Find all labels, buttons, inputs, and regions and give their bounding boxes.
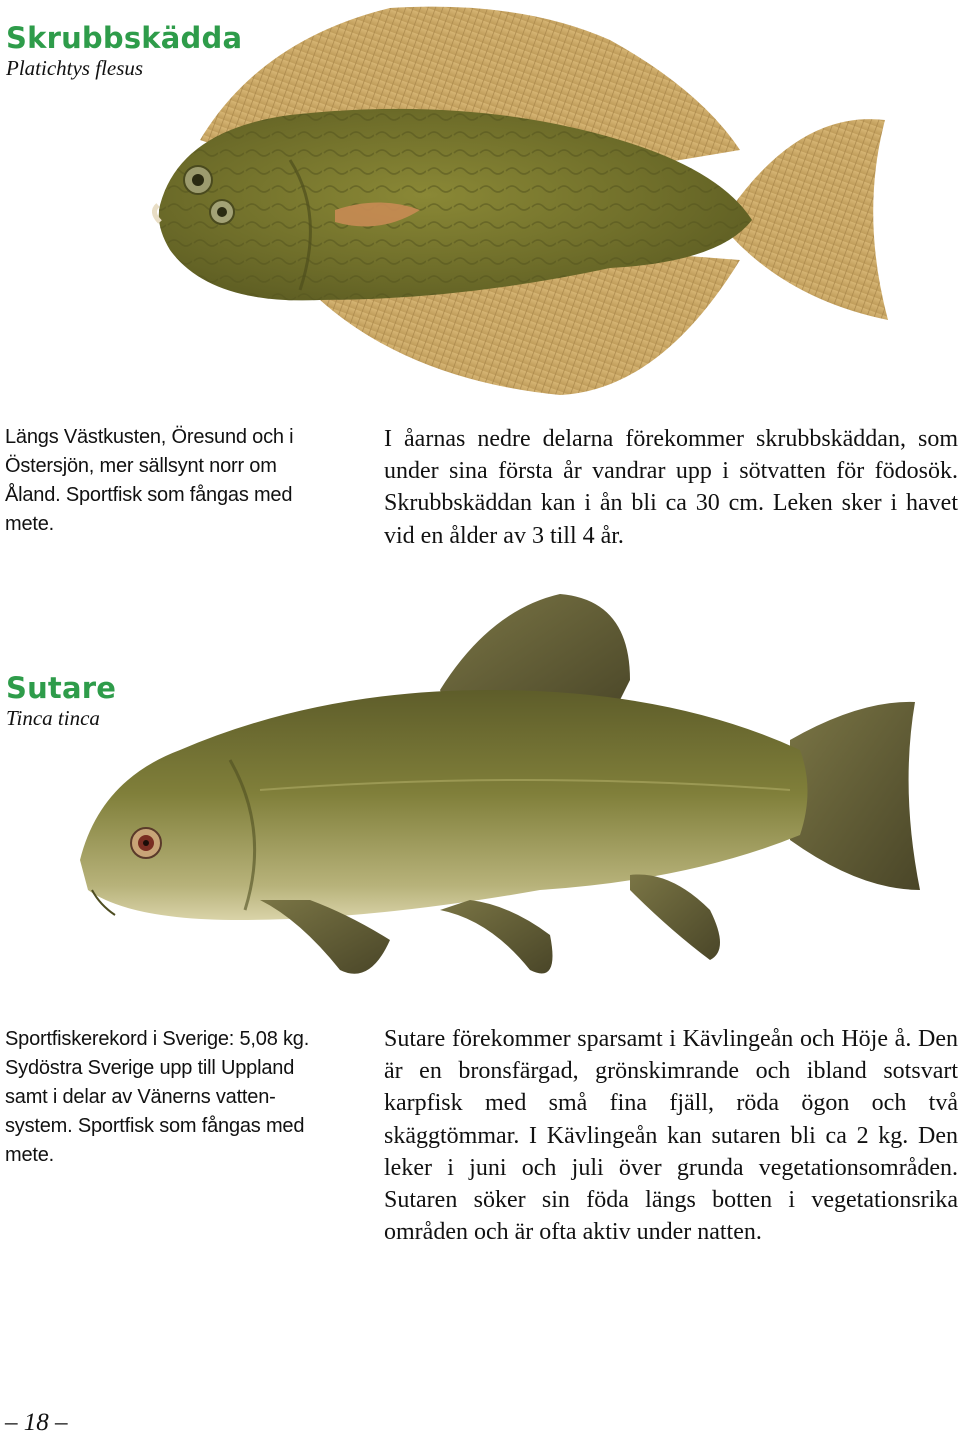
side-info-skrubbskadda xyxy=(5,423,345,539)
side-info-sutare xyxy=(5,1025,345,1170)
flounder-illustration-icon xyxy=(140,0,900,400)
side-info-line: Sportfiskerekord i Sverige: 5,08 kg. xyxy=(5,1028,310,1050)
side-info-line: Sydöstra Sverige upp till Uppland xyxy=(5,1057,295,1079)
description-sutare: Sutare förekommer sparsamt i Kävlingeån och Höje å. Den är en bronsfärgad, grönskimrande och ibland sotsvart karpfisk med små fina fjäll, röda ögon och två skäggtömmar. I Kävlingeån kan sutaren bli ca 2 kg. Den leker i juni och juli över grunda vegetationsområden. Sutaren söker sin föda längs botten i vegetationsrika områden och är ofta aktiv under natten. xyxy=(384,1026,958,1246)
side-info-line: system. Sportfisk som fångas med xyxy=(5,1115,305,1137)
tench-illustration-icon xyxy=(70,590,930,990)
species-latin-sutare: Tinca tinca xyxy=(6,706,100,730)
side-info-line: mete. xyxy=(5,513,55,535)
species-latin-skrubbskadda: Platichtys flesus xyxy=(6,56,144,80)
side-info-line: mete. xyxy=(5,1144,55,1166)
species-title-skrubbskadda: Skrubbskädda xyxy=(6,21,243,55)
species-title-sutare: Sutare xyxy=(6,671,117,705)
side-info-line: Östersjön, mer sällsynt norr om xyxy=(5,455,277,477)
side-info-line: samt i delar av Vänerns vatten- xyxy=(5,1086,276,1108)
description-skrubbskadda: I åarnas nedre delarna förekommer skrubbskäddan, som under sina första år vandrar upp i sötvatten för födosök. Skrubbskäddan kan i ån bli ca 30 cm. Leken sker i havet vid en ålder av 3 till 4 år. xyxy=(384,426,958,549)
page-number: – 18 – xyxy=(5,1409,68,1436)
side-info-line: Längs Västkusten, Öresund och i xyxy=(5,426,294,448)
side-info-line: Åland. Sportfisk som fångas med xyxy=(5,484,293,506)
